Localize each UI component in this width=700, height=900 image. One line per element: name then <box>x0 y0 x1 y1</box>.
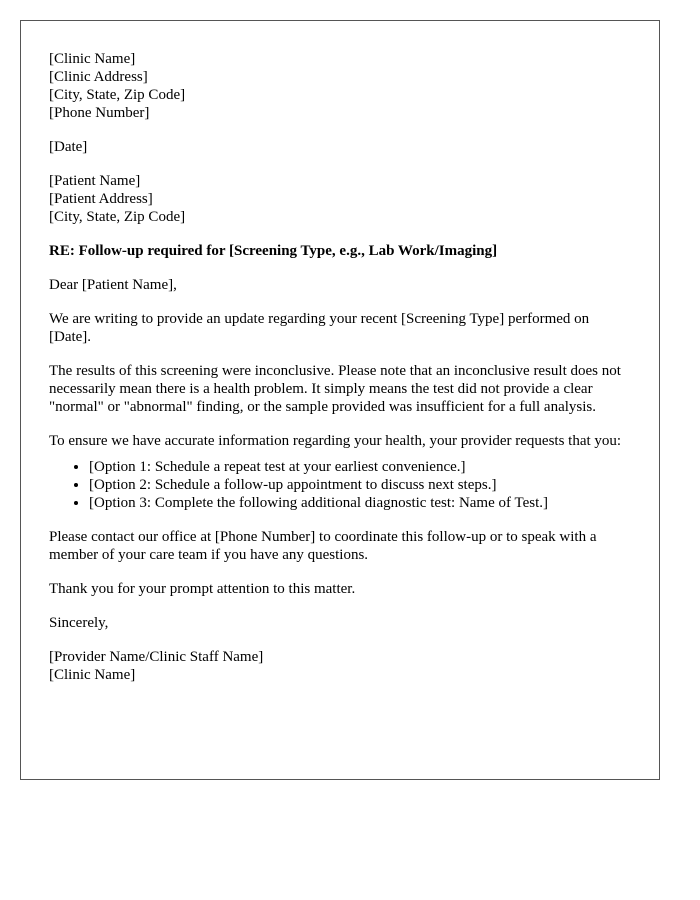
contact-paragraph: Please contact our office at [Phone Number] to coordinate this follow-up or to speak with a member of your care team if you have any questions. <box>49 529 597 563</box>
signature-block <box>49 648 632 684</box>
clinic-phone: [Phone Number] <box>49 105 150 121</box>
signature-provider: [Provider Name/Clinic Staff Name] <box>49 649 264 665</box>
clinic-city-state-zip: [City, State, Zip Code] <box>49 87 186 103</box>
clinic-address-block <box>49 50 632 122</box>
clinic-name: [Clinic Name] <box>49 51 136 67</box>
thanks-paragraph: Thank you for your prompt attention to this matter. <box>49 581 356 597</box>
results-paragraph: The results of this screening were inconclusive. Please note that an inconclusive result does not necessarily mean there is a health problem. It simply means the test did not provide a clear "normal" or "abnormal" finding, or the sample provided was insufficient for a full analysis. <box>49 363 621 415</box>
subject-line: RE: Follow-up required for [Screening Type, e.g., Lab Work/Imaging] <box>49 243 498 259</box>
patient-name: [Patient Name] <box>49 173 141 189</box>
patient-city-state-zip: [City, State, Zip Code] <box>49 209 186 225</box>
option-item: • [Option 3: Complete the following additional diagnostic test: Name of Test.] <box>89 494 632 512</box>
clinic-address: [Clinic Address] <box>49 69 148 85</box>
date-block <box>49 138 632 156</box>
letter-page <box>20 20 660 780</box>
option-item: • [Option 1: Schedule a repeat test at your earliest convenience.] <box>89 458 632 476</box>
options-list <box>49 458 632 512</box>
letter-date: [Date] <box>49 139 88 155</box>
salutation: Dear [Patient Name], <box>49 277 177 293</box>
request-paragraph: To ensure we have accurate information regarding your health, your provider requests that you: <box>49 433 622 449</box>
option-item: • [Option 2: Schedule a follow-up appointment to discuss next steps.] <box>89 476 632 494</box>
intro-paragraph: We are writing to provide an update regarding your recent [Screening Type] performed on [Date]. <box>49 311 590 345</box>
patient-address: [Patient Address] <box>49 191 153 207</box>
signature-clinic: [Clinic Name] <box>49 667 136 683</box>
closing: Sincerely, <box>49 615 109 631</box>
patient-address-block <box>49 172 632 226</box>
